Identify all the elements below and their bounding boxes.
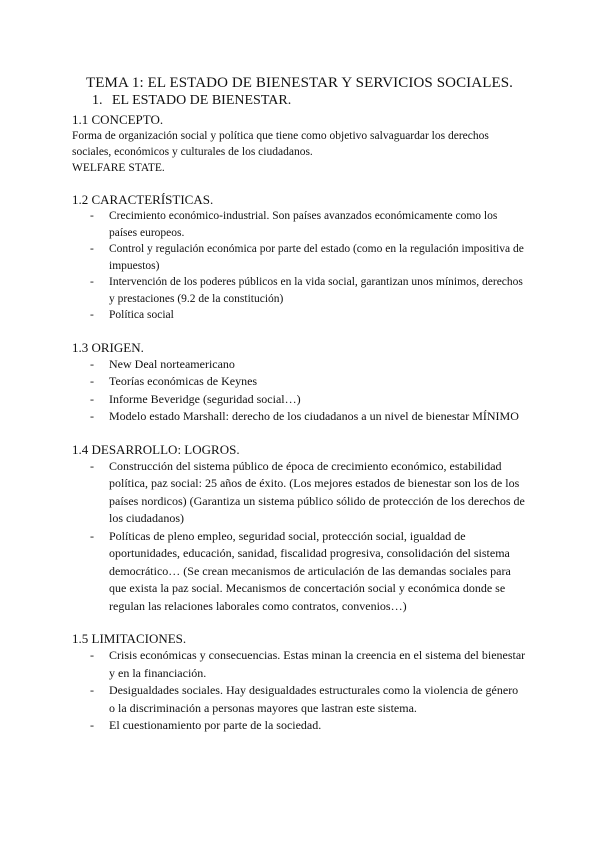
section-number: 1. <box>92 93 103 108</box>
list-item: - New Deal norteamericano <box>72 356 527 374</box>
section-caracteristicas <box>72 192 527 324</box>
list-item: - Modelo estado Marshall: derecho de los ciudadanos a un nivel de bienestar MÍNIMO <box>72 408 527 426</box>
section-limitaciones <box>72 631 527 735</box>
section-title-text: EL ESTADO DE BIENESTAR. <box>112 93 292 108</box>
section-heading: 1.1 CONCEPTO. <box>72 112 164 127</box>
list-item: - Teorías económicas de Keynes <box>72 373 527 391</box>
list-item: - Políticas de pleno empleo, seguridad social, protección social, igualdad de oportunidades, educación, sanidad, fiscalidad progresiva, consolidación del sistema democrático… (Se crean mecanismos de articulación de las demandas sociales para que exista la paz social. Mecanismos de concertación social y económica donde se regulan las relaciones laborales como contratos, convenios…) <box>72 528 527 616</box>
bullet-list <box>72 208 527 324</box>
list-item: - Construcción del sistema público de época de crecimiento económico, estabilidad política, paz social: 25 años de éxito. (Los mejores estados de bienestar son los de los países nordicos) (Garantiza un sistema público sólido de protección de los derechos de los ciudadanos) <box>72 458 527 528</box>
list-item: - El cuestionamiento por parte de la sociedad. <box>72 717 527 735</box>
section-heading: 1.3 ORIGEN. <box>72 339 144 355</box>
list-item: - Política social <box>72 307 527 324</box>
list-item: - Intervención de los poderes públicos en la vida social, garantizan unos mínimos, derechos y prestaciones (9.2 de la constitución) <box>72 274 527 307</box>
bullet-list <box>72 647 527 735</box>
list-item: - Informe Beveridge (seguridad social…) <box>72 391 527 409</box>
section-origen <box>72 340 527 426</box>
section-heading: 1.2 CARACTERÍSTICAS. <box>72 192 214 207</box>
list-item: - Control y regulación económica por parte del estado (como en la regulación impositiva de impuestos) <box>72 241 527 274</box>
section-desarrollo <box>72 442 527 616</box>
section-title <box>92 93 291 109</box>
list-item: - Crisis económicas y consecuencias. Estas minan la creencia en el sistema del bienestar y en la financiación. <box>72 647 527 682</box>
document-title: TEMA 1: EL ESTADO DE BIENESTAR Y SERVICIOS SOCIALES. <box>86 75 514 91</box>
paragraph: Forma de organización social y política que tiene como objetivo salvaguardar los derechos sociales, económicos y culturales de los ciudadanos. <box>72 130 489 158</box>
list-item: - Desigualdades sociales. Hay desigualdades estructurales como la violencia de género o la discriminación a personas mayores que lastran este sistema. <box>72 682 527 717</box>
section-concepto <box>72 112 527 176</box>
bullet-list <box>72 458 527 616</box>
section-heading: 1.4 DESARROLLO: LOGROS. <box>72 441 240 457</box>
list-item: - Crecimiento económico-industrial. Son países avanzados económicamente como los países europeos. <box>72 208 527 241</box>
bullet-list <box>72 356 527 426</box>
section-heading: 1.5 LIMITACIONES. <box>72 631 187 646</box>
document-body <box>72 112 527 735</box>
paragraph: WELFARE STATE. <box>72 162 165 174</box>
